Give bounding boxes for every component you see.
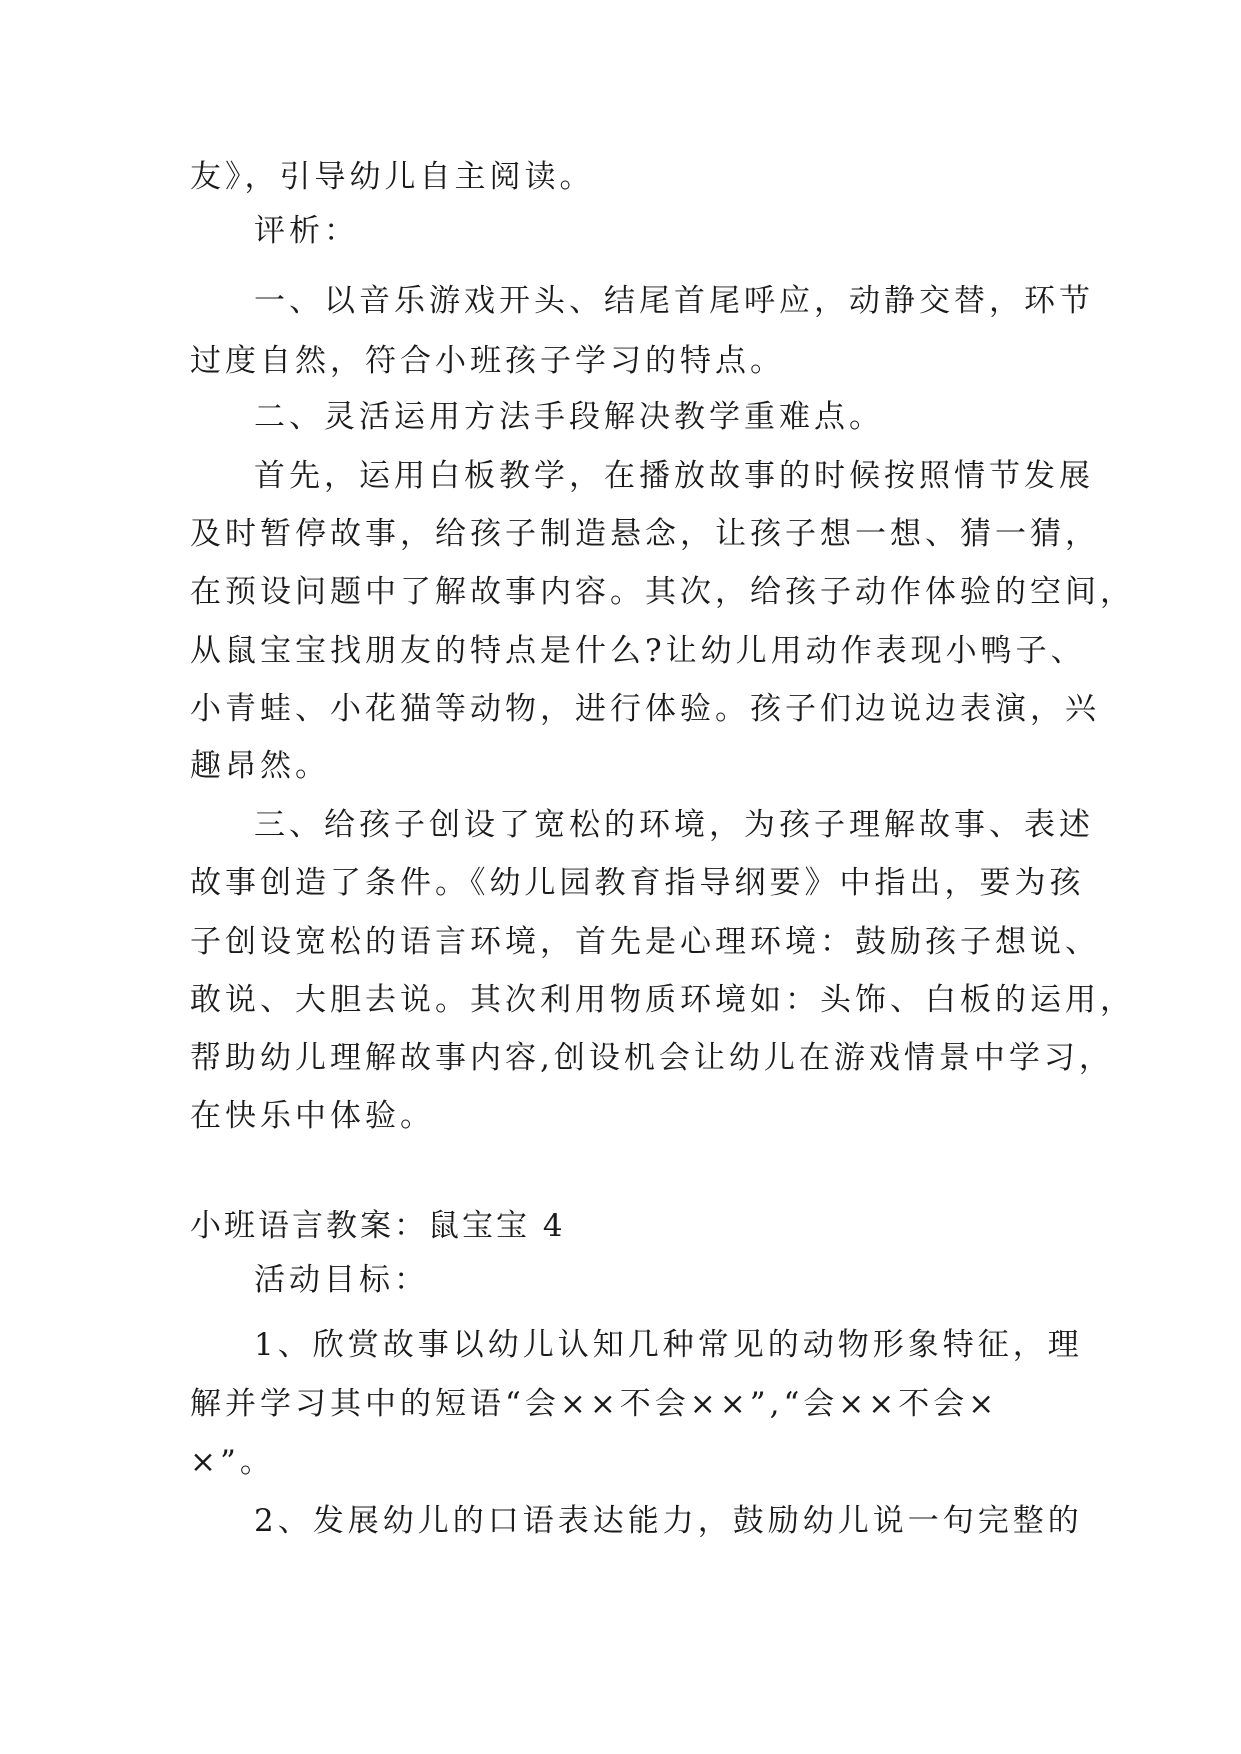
text-line: 及时暂停故事，给孩子制造悬念，让孩子想一想、猜一猜， [190, 516, 1100, 552]
text-line: 在预设问题中了解故事内容。其次，给孩子动作体验的空间， [190, 574, 1135, 610]
text-line: 一、以音乐游戏开头、结尾首尾呼应，动静交替，环节 [254, 283, 1094, 319]
text-line: 帮助幼儿理解故事内容,创设机会让幼儿在游戏情景中学习， [190, 1040, 1114, 1076]
text-line: 趣昂然。 [190, 748, 330, 784]
text-line: ×”。 [190, 1444, 275, 1480]
text-line: 敢说、大胆去说。其次利用物质环境如：头饰、白板的运用， [190, 982, 1135, 1018]
text-line: 子创设宽松的语言环境，首先是心理环境：鼓励孩子想说、 [190, 924, 1100, 960]
text-line: 首先，运用白板教学，在播放故事的时候按照情节发展 [254, 458, 1094, 494]
text-line: 小青蛙、小花猫等动物，进行体验。孩子们边说边表演，兴 [190, 691, 1100, 727]
text-line: 在快乐中体验。 [190, 1098, 435, 1134]
text-line: 评析： [254, 213, 359, 249]
text-line: 故事创造了条件。《幼儿园教育指导纲要》中指出，要为孩 [190, 865, 1085, 901]
text-line: 过度自然，符合小班孩子学习的特点。 [190, 343, 785, 379]
text-line: 友》，引导幼儿自主阅读。 [190, 159, 595, 195]
text-line: 从鼠宝宝找朋友的特点是什么?让幼儿用动作表现小鸭子、 [190, 633, 1086, 669]
text-line: 解并学习其中的短语“会××不会××”,“会××不会× [190, 1386, 999, 1422]
text-line: 1、欣赏故事以幼儿认知几种常见的动物形象特征，理 [254, 1327, 1083, 1363]
text-line: 活动目标： [254, 1262, 429, 1298]
text-line: 2、发展幼儿的口语表达能力，鼓励幼儿说一句完整的 [254, 1503, 1083, 1539]
text-line: 二、灵活运用方法手段解决教学重难点。 [254, 399, 884, 435]
section-title: 小班语言教案：鼠宝宝 4 [190, 1208, 566, 1244]
text-line: 三、给孩子创设了宽松的环境，为孩子理解故事、表述 [254, 807, 1094, 843]
